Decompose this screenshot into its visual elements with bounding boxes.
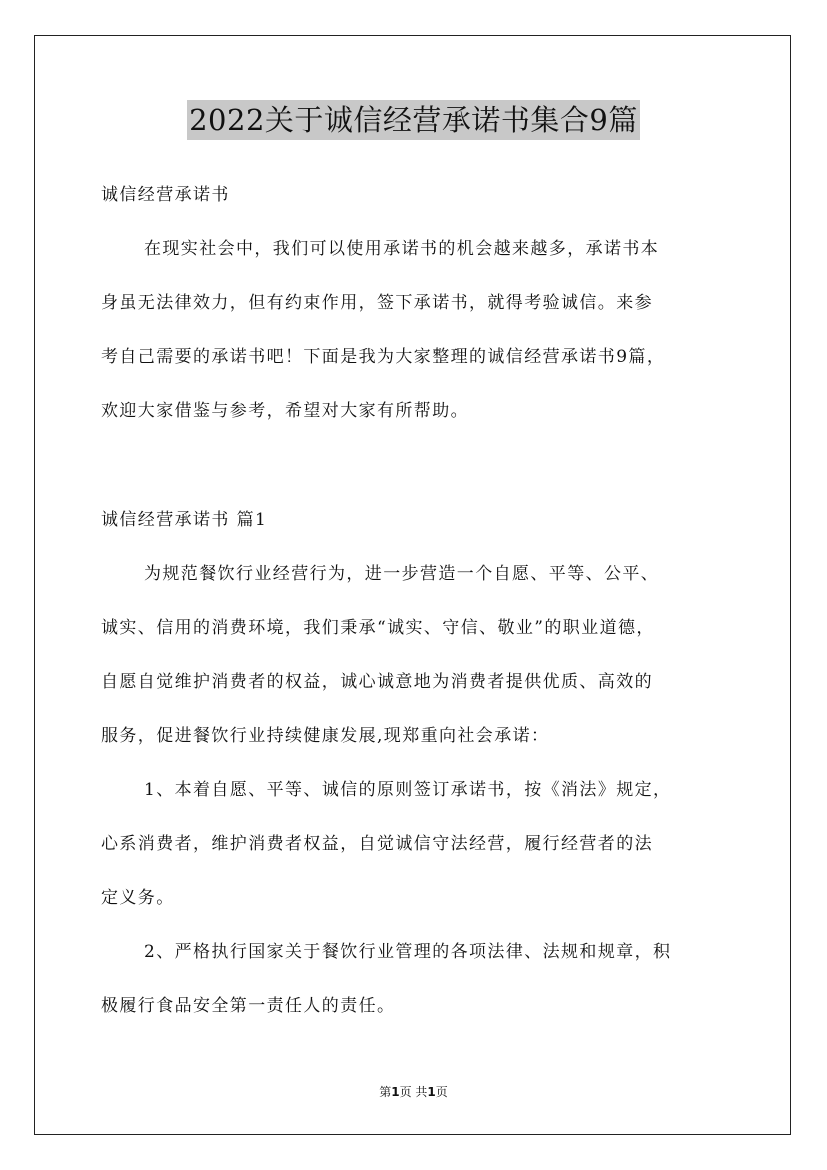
part1-line: 服务，促进餐饮行业持续健康发展,现郑重向社会承诺： [101, 726, 550, 746]
item1-line: 定义务。 [101, 888, 175, 908]
page-footer [0, 1084, 827, 1100]
section-heading: 诚信经营承诺书 [101, 185, 230, 205]
part-heading: 诚信经营承诺书 篇1 [101, 510, 268, 530]
item1-line: 1、本着自愿、平等、诚信的原则签订承诺书，按《消法》规定， [144, 780, 672, 800]
intro-line: 身虽无法律效力，但有约束作用，签下承诺书，就得考验诚信。来参 [101, 293, 653, 313]
part1-line: 自愿自觉维护消费者的权益，诚心诚意地为消费者提供优质、高效的 [101, 672, 653, 692]
item2-line: 2、严格执行国家关于餐饮行业管理的各项法律、法规和规章，积 [144, 942, 672, 962]
footer-mid: 页 共 [399, 1085, 428, 1099]
item1-line: 心系消费者，维护消费者权益，自觉诚信守法经营，履行经营者的法 [101, 834, 653, 854]
footer-page-number: 1 [391, 1085, 400, 1099]
footer-suffix: 页 [435, 1085, 448, 1099]
item2-line: 极履行食品安全第一责任人的责任。 [101, 996, 396, 1016]
part1-line: 为规范餐饮行业经营行为，进一步营造一个自愿、平等、公平、 [144, 564, 660, 584]
footer-page-total: 1 [427, 1085, 436, 1099]
intro-line: 在现实社会中，我们可以使用承诺书的机会越来越多，承诺书本 [144, 239, 660, 259]
footer-prefix: 第 [379, 1085, 392, 1099]
document-title: 2022关于诚信经营承诺书集合9篇 [187, 100, 640, 140]
part1-line: 诚实、信用的消费环境，我们秉承“诚实、守信、敬业”的职业道德， [101, 618, 655, 638]
intro-line: 考自己需要的承诺书吧！下面是我为大家整理的诚信经营承诺书9篇， [101, 347, 666, 367]
title-container [0, 100, 827, 140]
intro-line: 欢迎大家借鉴与参考，希望对大家有所帮助。 [101, 401, 469, 421]
